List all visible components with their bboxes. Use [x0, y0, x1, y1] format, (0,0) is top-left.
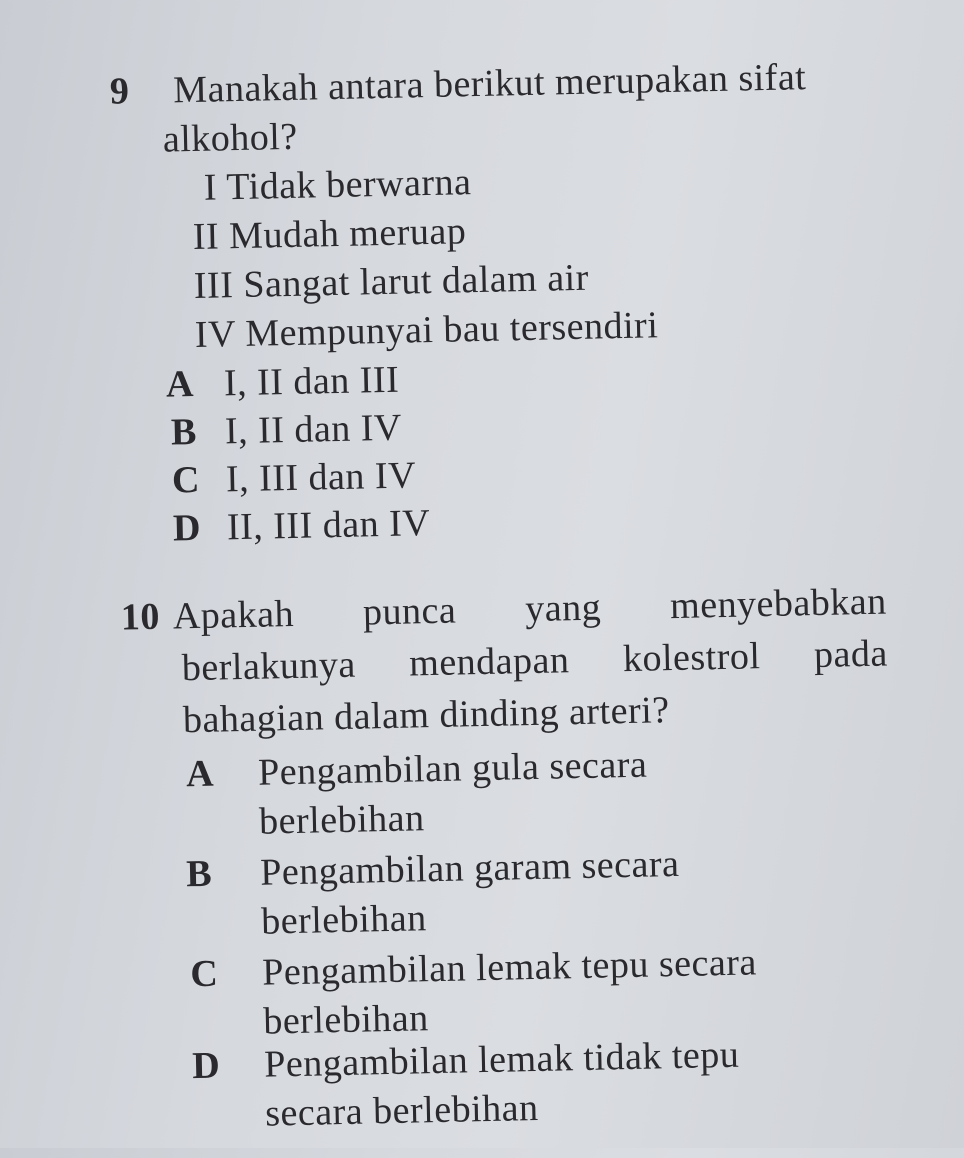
statement-4: IV Mempunyai bau tersendiri [194, 304, 659, 356]
question-word: pada [813, 632, 889, 677]
option-a [166, 358, 400, 407]
question-9-line-2 [162, 115, 298, 162]
option-letter: D [191, 1044, 221, 1088]
option-letter: C [189, 952, 219, 996]
option-b [186, 842, 680, 896]
option-text: I, II dan III [223, 358, 400, 405]
option-d [173, 501, 431, 550]
statement-3: III Sangat larut dalam air [193, 256, 590, 307]
question-word: mendapan [408, 639, 570, 685]
option-b-continuation: berlebihan [260, 897, 428, 943]
option-letter: B [170, 410, 198, 454]
option-letter: D [172, 506, 202, 550]
option-text: II, III dan IV [226, 502, 431, 549]
question-word: yang [524, 586, 602, 631]
question-word: Apakah [172, 592, 295, 638]
option-text: Pengambilan garam secara [259, 842, 680, 894]
option-c [190, 940, 757, 996]
option-text: Pengambilan lemak tepu secara [261, 941, 758, 994]
question-9-line-1 [109, 55, 806, 114]
option-text: I, III dan IV [225, 454, 417, 501]
question-word: punca [362, 589, 457, 634]
option-a-continuation: berlebihan [258, 797, 425, 843]
question-10-line-1 [120, 580, 887, 640]
option-text: Pengambilan gula secara [257, 743, 648, 794]
statement-1: I Tidak berwarna [203, 161, 472, 209]
option-c [172, 453, 417, 502]
option-text: Pengambilan lemak tidak tepu [263, 1033, 740, 1086]
question-word: kolestrol [622, 635, 761, 681]
option-d-continuation: secara berlebihan [264, 1086, 539, 1135]
question-number: 10 [120, 595, 161, 639]
question-10-line-2 [181, 632, 888, 691]
option-letter: A [165, 362, 195, 406]
option-text: I, II dan IV [224, 406, 403, 453]
option-letter: C [171, 458, 201, 502]
question-10-line-3: bahagian dalam dinding arteri? [182, 689, 670, 742]
question-word: menyebabkan [669, 580, 888, 628]
option-letter: B [185, 852, 213, 896]
statement-2: II Mudah meruap [192, 210, 467, 258]
option-b [171, 406, 403, 455]
option-a [186, 743, 648, 797]
option-letter: A [185, 752, 215, 796]
question-stem: Manakah antara berikut merupakan sifat [172, 56, 807, 112]
option-c-continuation: berlebihan [262, 997, 430, 1043]
question-stem: alkohol? [162, 115, 299, 161]
question-number: 9 [109, 70, 130, 113]
question-word: berlakunya [181, 643, 357, 690]
